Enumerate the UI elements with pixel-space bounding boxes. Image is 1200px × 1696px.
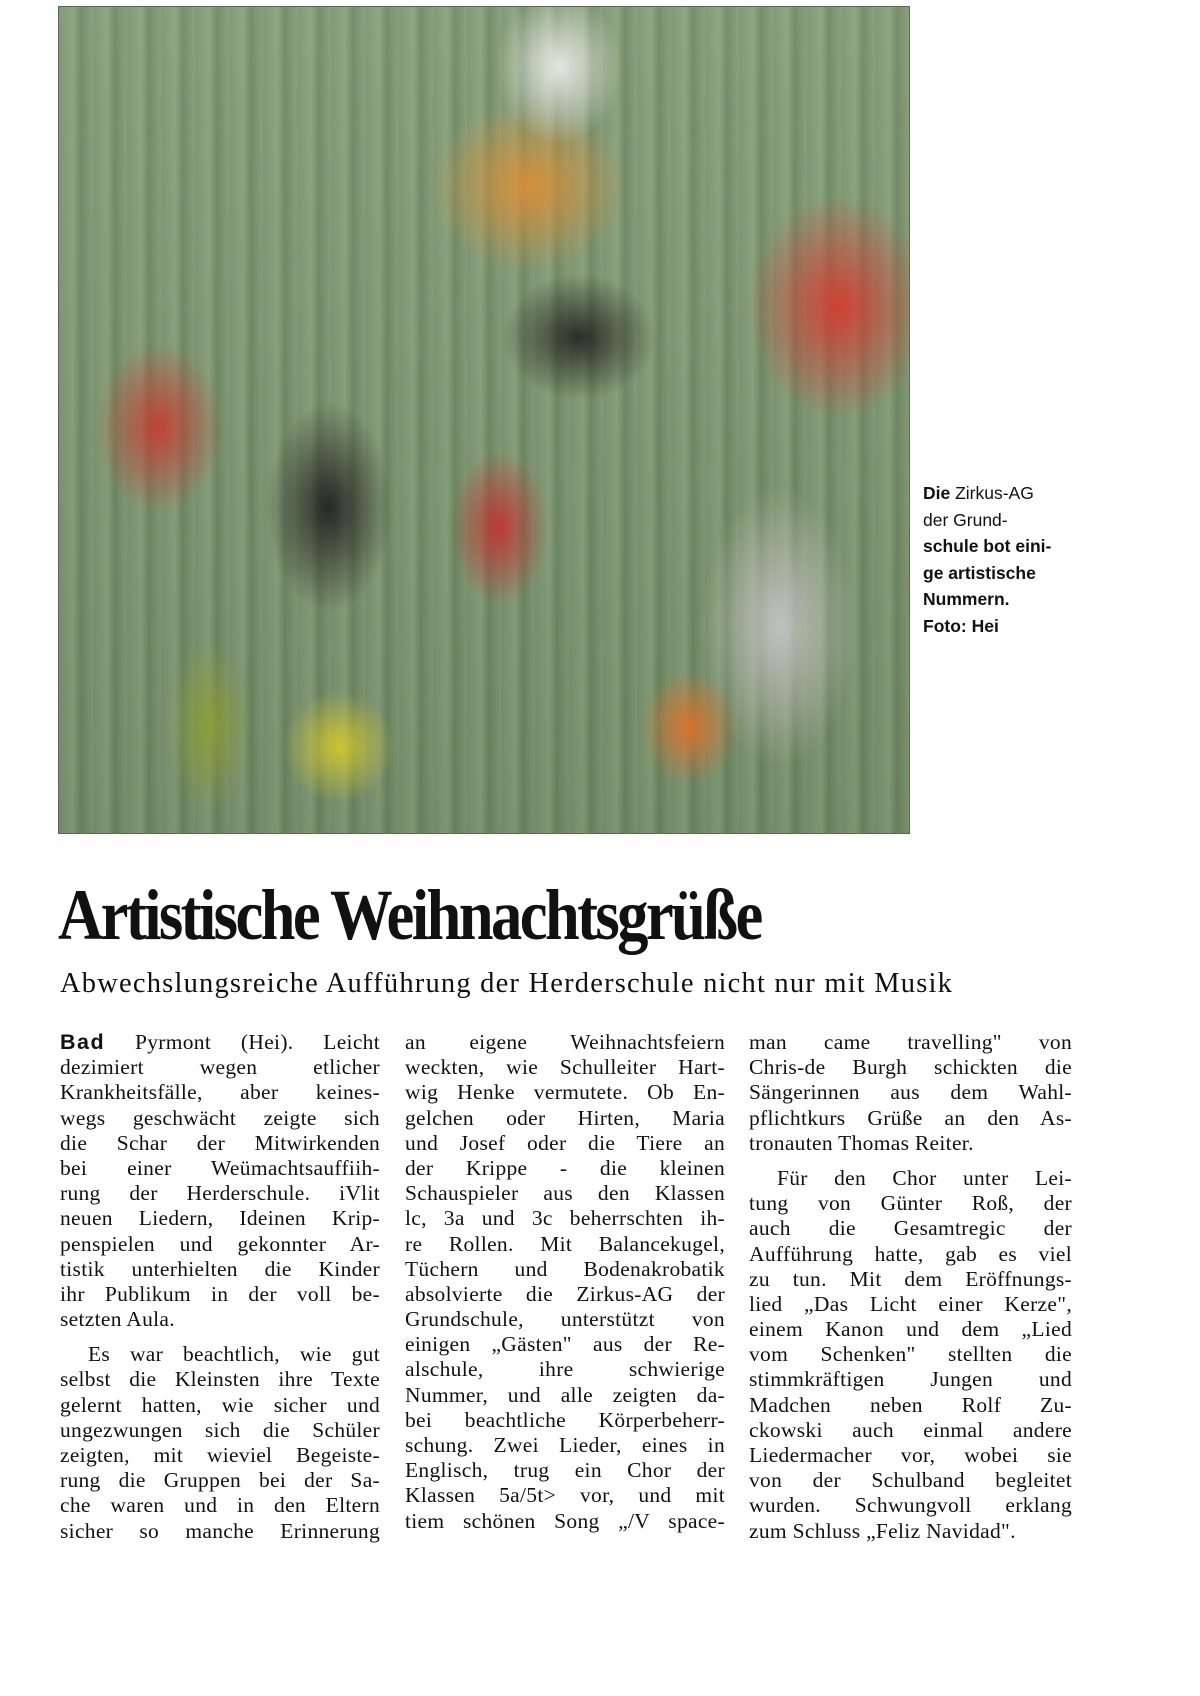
article-line: selbst die Kleinsten ihre Texte: [60, 1367, 380, 1392]
article-line: Aufführung hatte, gab es viel: [749, 1241, 1072, 1266]
article-line: Liedermacher vor, wobei sie: [749, 1443, 1072, 1467]
caption-bold-lead: Die: [923, 483, 951, 503]
article-line: setzten Aula.: [60, 1307, 175, 1332]
paragraph-gap: [749, 1156, 1072, 1166]
caption-line: schule bot eini-: [923, 536, 1052, 556]
article-line: dezimiert wegen etlicher: [60, 1055, 380, 1080]
article-line: re Rollen. Mit Balancekugel,: [405, 1231, 725, 1256]
dateline: Bad: [60, 1030, 106, 1054]
article-line: die Schar der Mitwirkenden: [60, 1130, 380, 1155]
article-line: [60, 1030, 380, 1055]
article-line: tiem schönen Song „/V space-: [405, 1508, 725, 1533]
article-line: an eigene Weihnachtsfeiern: [405, 1030, 725, 1054]
article-line: Madchen neben Rolf Zu-: [749, 1392, 1072, 1417]
caption-line: Nummern.: [923, 589, 1010, 609]
caption-line: der Grund-: [923, 509, 1008, 530]
article-line: Sängerinnen aus dem Wahl-: [749, 1080, 1072, 1105]
article-line: auch die Gesamtregic der: [749, 1216, 1072, 1241]
article-column-2: [405, 1030, 725, 1534]
article-line: alschule, ihre schwierige: [405, 1357, 725, 1382]
article-line: Nummer, und alle zeigten da-: [405, 1382, 725, 1407]
article-line: Grundschule, unterstützt von: [405, 1307, 725, 1332]
paragraph-gap: [60, 1332, 380, 1342]
article-line: pflichtkurs Grüße an den As-: [749, 1105, 1072, 1130]
article-line: Klassen 5a/5t> vor, und mit: [405, 1483, 725, 1508]
article-line: ungezwungen sich die Schüler: [60, 1417, 380, 1442]
article-line: gelernt hatten, wie sicher und: [60, 1392, 380, 1417]
photo-caption: [923, 480, 1093, 639]
article-line: von der Schulband begleitet: [749, 1468, 1072, 1493]
article-line: vom Schenken" stellten die: [749, 1342, 1072, 1367]
article-line: ihr Publikum in der voll be-: [60, 1281, 380, 1306]
article-line: tronauten Thomas Reiter.: [749, 1130, 974, 1155]
article-line: Es war beachtlich, wie gut: [88, 1342, 380, 1367]
article-line: bei beachtliche Körperbeherr-: [405, 1407, 725, 1432]
article-line: che waren und in den Eltern: [60, 1493, 380, 1518]
article-line: penspielen und gekonnter Ar-: [60, 1231, 380, 1256]
caption-line1-rest: Zirkus-AG: [950, 483, 1034, 503]
article-line: sicher so manche Erinnerung: [60, 1518, 380, 1543]
article-line: rung der Herderschule. iVlit: [60, 1181, 380, 1206]
article-line: Krankheitsfälle, aber keines-: [60, 1080, 380, 1105]
photo-shade: [59, 7, 909, 833]
article-line: wurden. Schwungvoll erklang: [749, 1493, 1072, 1518]
article-line: wegs geschwächt zeigte sich: [60, 1105, 380, 1130]
article-line: zum Schluss „Feliz Navidad".: [749, 1518, 1016, 1543]
article-line: einigen „Gästen" aus der Re-: [405, 1332, 725, 1357]
article-line: Chris-de Burgh schickten die: [749, 1055, 1072, 1080]
caption-photo-credit: Foto: Hei: [923, 615, 999, 636]
article-line: man came travelling" von: [749, 1030, 1072, 1054]
caption-line: [923, 480, 1093, 507]
article-line: gelchen oder Hirten, Maria: [405, 1105, 725, 1130]
article-column-1: [60, 1030, 380, 1544]
article-line: zeigten, mit wieviel Begeiste-: [60, 1443, 380, 1467]
article-line: neuen Liedern, Ideinen Krip-: [60, 1206, 380, 1231]
article-line: zu tun. Mit dem Eröffnungs-: [749, 1266, 1072, 1291]
headline: Artistische Weihnachtsgrüße: [58, 875, 761, 955]
article-line: rung die Gruppen bei der Sa-: [60, 1468, 380, 1493]
article-line: einem Kanon und dem „Lied: [749, 1317, 1072, 1342]
caption-line: ge artistische: [923, 562, 1036, 583]
article-line: tistik unterhielten die Kinder: [60, 1256, 380, 1281]
article-line: wig Henke vermutete. Ob En-: [405, 1080, 725, 1105]
article-photo: [58, 6, 910, 834]
article-line: der Krippe - die kleinen: [405, 1155, 725, 1180]
article-line: tung von Günter Roß, der: [749, 1191, 1072, 1216]
subheadline: Abwechslungsreiche Aufführung der Herderschule nicht nur mit Musik: [60, 968, 954, 999]
article-line: ckowski auch einmal andere: [749, 1417, 1072, 1442]
article-line: lied „Das Licht einer Kerze",: [749, 1291, 1072, 1316]
article-line: und Josef oder die Tiere an: [405, 1130, 725, 1155]
article-line: weckten, wie Schulleiter Hart-: [405, 1055, 725, 1080]
article-line: Tüchern und Bodenakrobatik: [405, 1256, 725, 1281]
article-line: lc, 3a und 3c beherrschten ih-: [405, 1206, 725, 1231]
article-column-3: [749, 1030, 1072, 1544]
article-line: Für den Chor unter Lei-: [777, 1165, 1072, 1190]
dateline-rest: Pyrmont (Hei). Leicht: [105, 1030, 380, 1054]
article-line: Englisch, trug ein Chor der: [405, 1458, 725, 1483]
article-line: Schauspieler aus den Klassen: [405, 1181, 725, 1206]
article-line: bei einer Weümachtsauffiih-: [60, 1155, 380, 1180]
article-line: schung. Zwei Lieder, eines in: [405, 1433, 725, 1457]
article-line: stimmkräftigen Jungen und: [749, 1367, 1072, 1392]
article-line: absolvierte die Zirkus-AG der: [405, 1281, 725, 1306]
